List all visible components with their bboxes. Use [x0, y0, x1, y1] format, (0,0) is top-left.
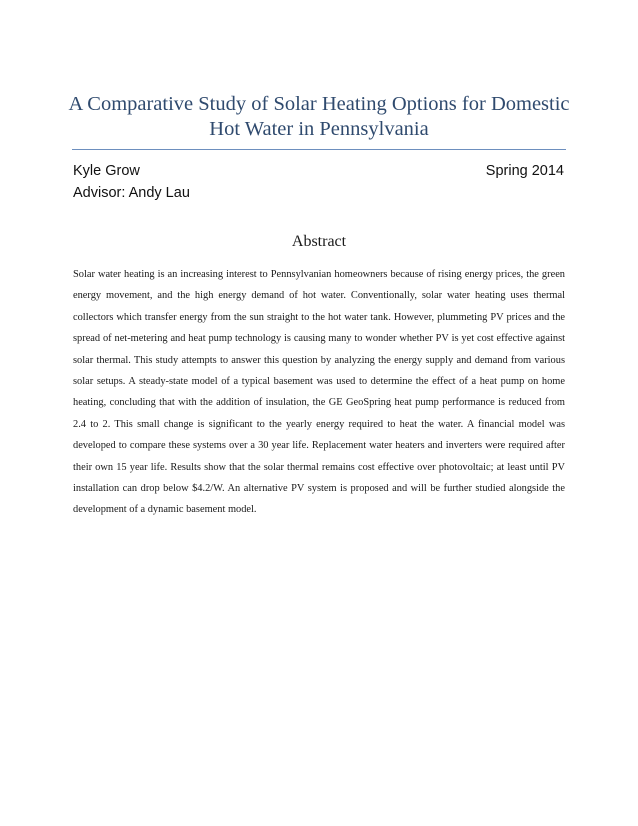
- semester-label: Spring 2014: [485, 163, 564, 179]
- abstract-text: Solar water heating is an increasing interest to Pennsylvanian homeowners because of rising energy prices, the green energy movement, and the high energy demand of hot water. Conventionally, solar water heating uses thermal collectors which transfer energy from the sun straight to the hot water tank. However, plummeting PV prices and the spread of net-metering and heat pump technology is causing many to wonder whether PV is yet cost effective against solar thermal. This study attempts to answer this question by analyzing the energy supply and demand from various solar setups. A steady-state model of a typical basement was used to determine the effect of a heat pump on home heating, concluding that with the addition of insulation, the GE GeoSpring heat pump performance is reduced from 2.4 to 2. This small change is significant to the yearly energy required to heat the water. A financial model was developed to compare these systems over a 30 year life. Replacement water heaters and inverters were required after their own 15 year life. Results show that the solar thermal remains cost effective over photovoltaic; at least until PV installation can drop below $4.2/W. An alternative PV system is proposed and will be further studied alongside the development of a dynamic basement model.: [73, 269, 565, 516]
- advisor-name: Advisor: Andy Lau: [73, 185, 190, 201]
- abstract-heading: Abstract: [291, 233, 347, 250]
- author-name: Kyle Grow: [73, 163, 140, 179]
- title-divider: [72, 149, 566, 150]
- paper-title: A Comparative Study of Solar Heating Options for Domestic Hot Water in Pennsylvania: [68, 93, 570, 140]
